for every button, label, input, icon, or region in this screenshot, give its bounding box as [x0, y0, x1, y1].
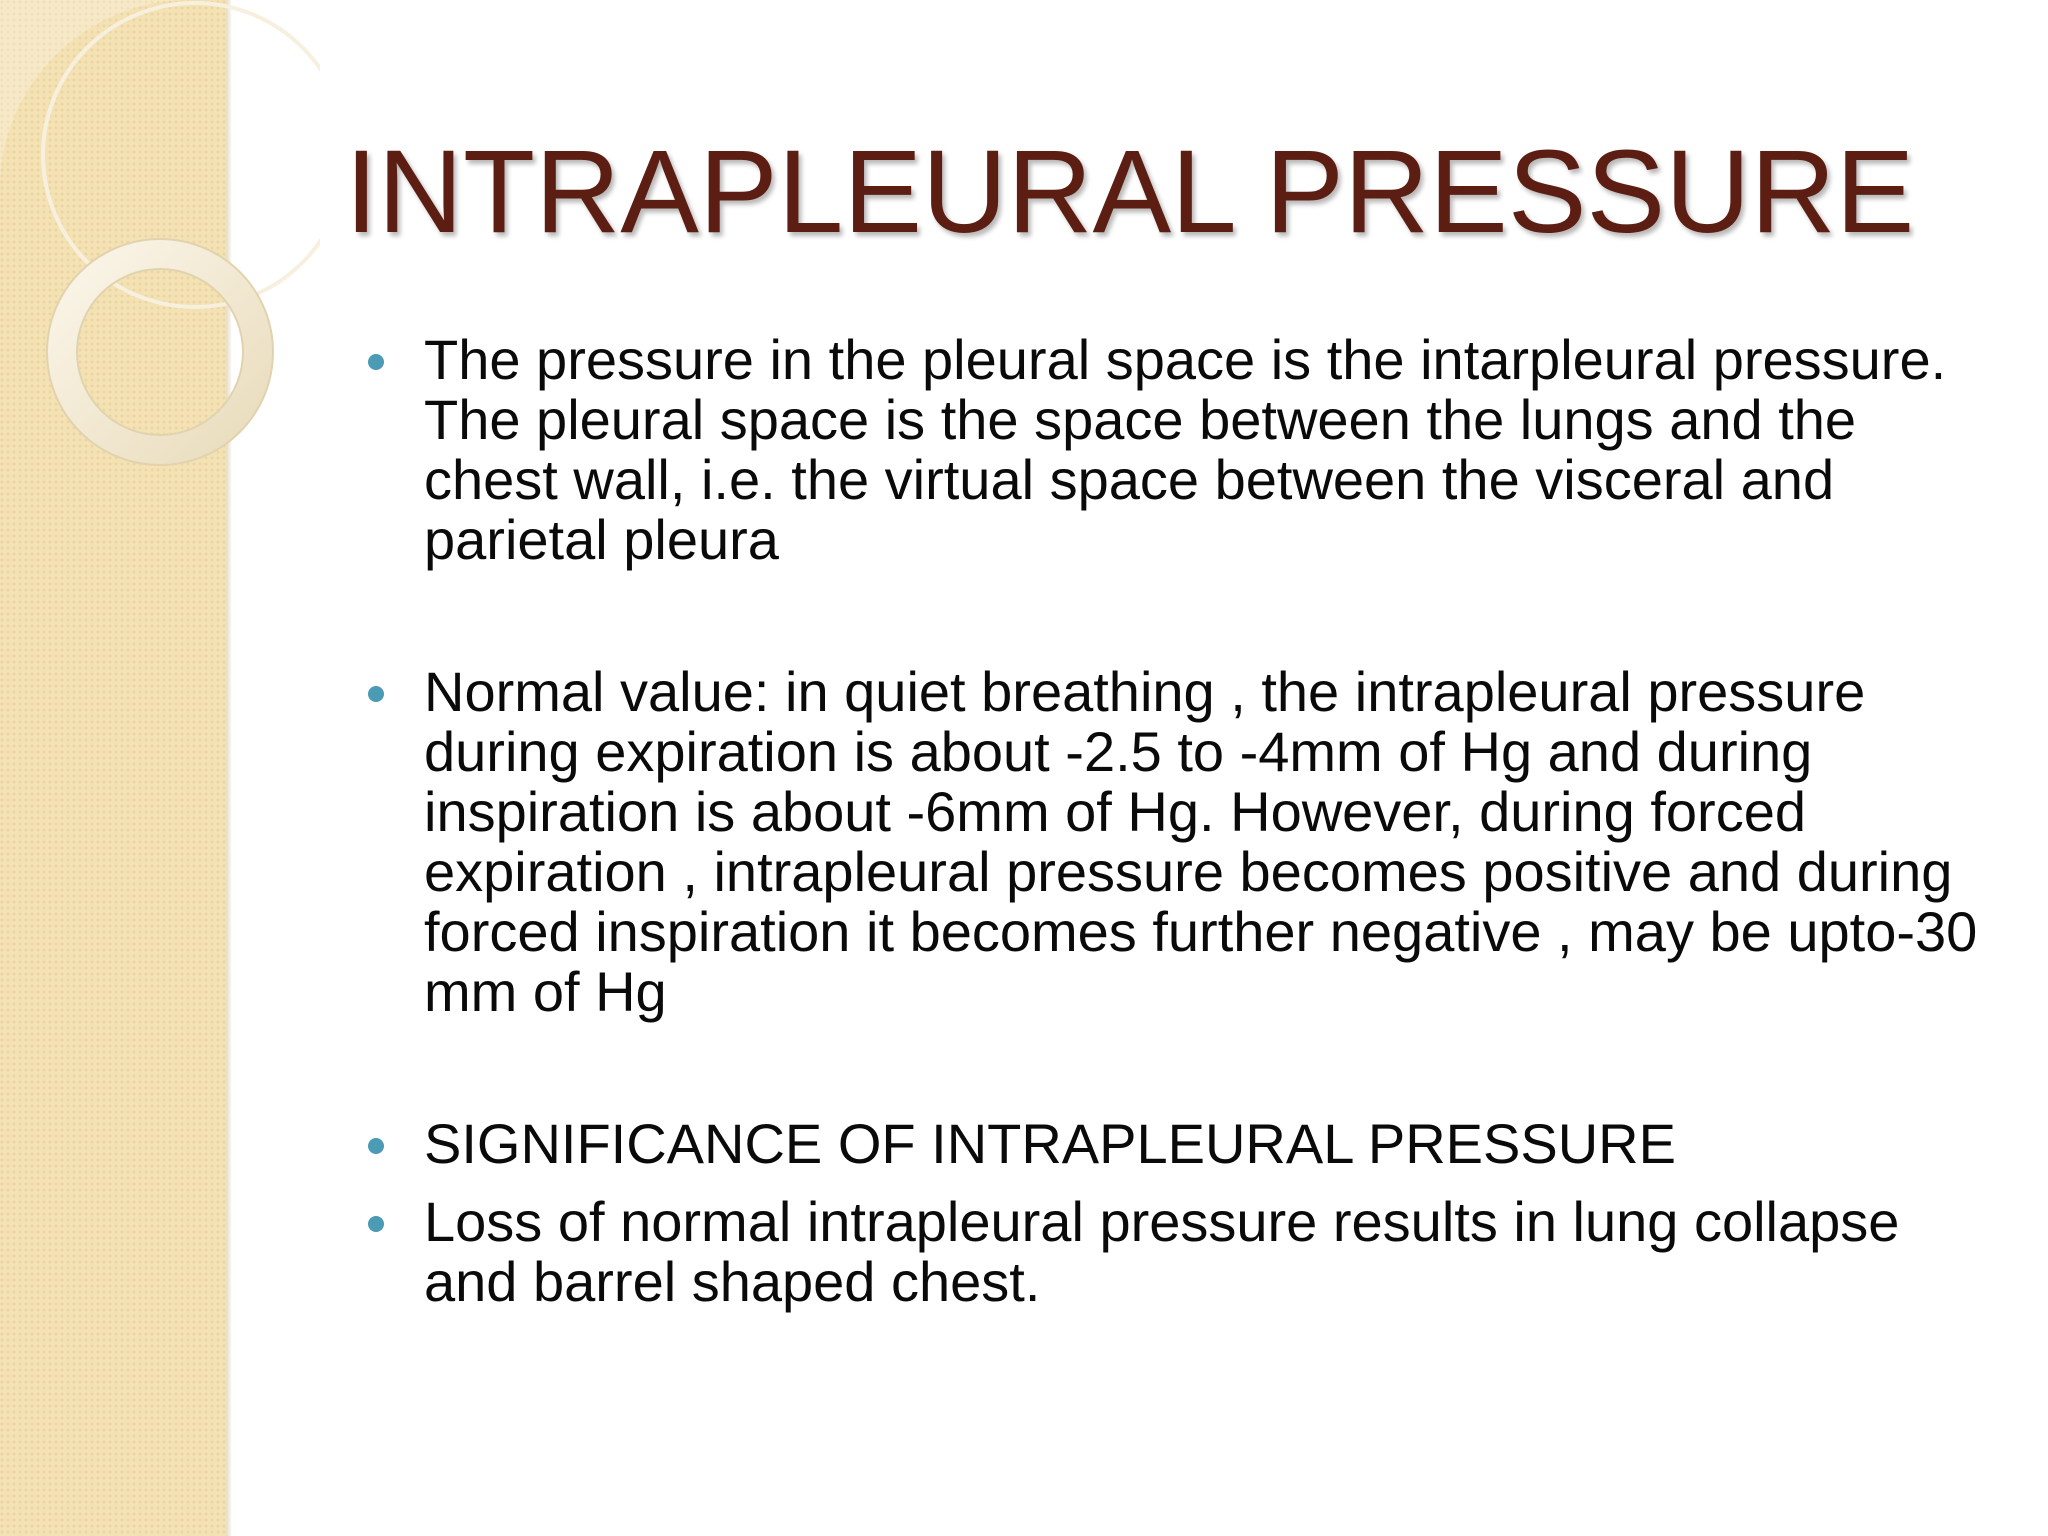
- bullet-item-significance-heading: [360, 1114, 2000, 1174]
- slide-title: INTRAPLEURAL PRESSURE: [345, 126, 1915, 258]
- thick-ring-shape: [62, 254, 258, 450]
- decorative-rings: [0, 0, 320, 520]
- bullet-text: SIGNIFICANCE OF INTRAPLEURAL PRESSURE: [424, 1112, 1676, 1175]
- bullet-item-normal-value: [360, 662, 2000, 1022]
- bullet-dot-icon: [368, 686, 384, 702]
- bullet-item-loss-effect: [360, 1192, 2000, 1312]
- bullet-list: [360, 330, 2000, 1312]
- bullet-dot-icon: [368, 354, 384, 370]
- bullet-dot-icon: [368, 1138, 384, 1154]
- bullet-dot-icon: [368, 1216, 384, 1232]
- bullet-text: Loss of normal intrapleural pressure results in lung collapse and barrel shaped chest.: [424, 1190, 1900, 1313]
- bullet-text: Normal value: in quiet breathing , the intrapleural pressure during expiration is about -2.5 to -4mm of Hg and during inspiration is about -6mm of Hg. However, during forced expiration , intrapleural pressure becomes positive and during forced inspiration it becomes further negative , may be upto-30 mm of Hg: [424, 660, 1978, 1023]
- ring-highlight-shape: [0, 0, 200, 180]
- bullet-item-definition: [360, 330, 2000, 570]
- thick-ring-inner-outline: [77, 269, 243, 435]
- bullet-text: The pressure in the pleural space is the intarpleural pressure. The pleural space is the space between the lungs and the chest wall, i.e. the virtual space between the visceral and parietal pleura: [424, 328, 1947, 571]
